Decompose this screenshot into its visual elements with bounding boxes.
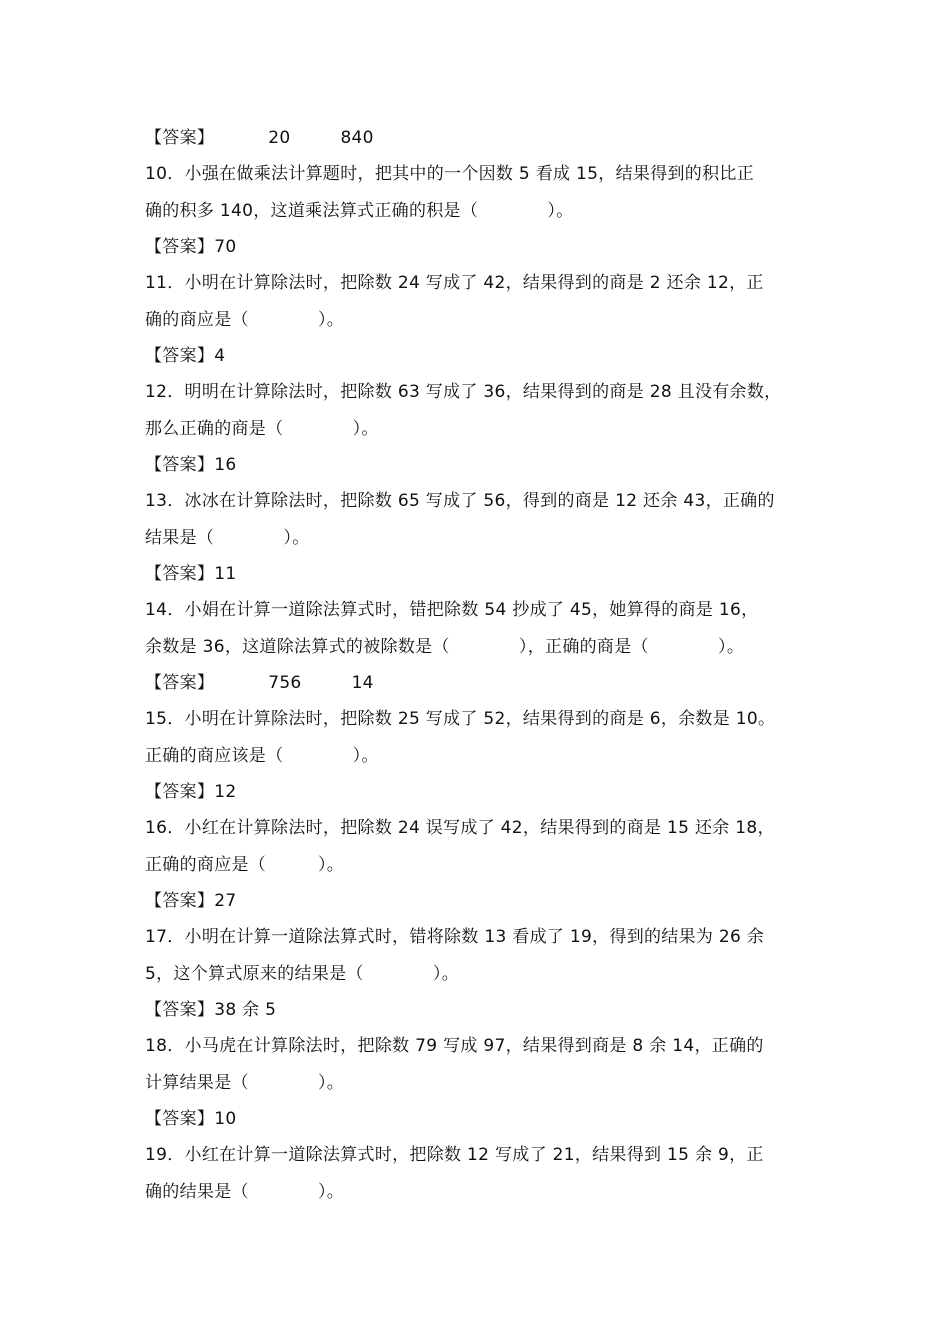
- question-15-line-2: 正确的商应该是（ ）。: [145, 746, 379, 766]
- answer-value: 4: [214, 346, 226, 366]
- question-15-line-1: 15．小明在计算除法时，把除数 25 写成了 52，结果得到的商是 6，余数是 10。: [145, 709, 776, 729]
- answer-value: 840: [340, 128, 374, 148]
- question-11-line-1: 11．小明在计算除法时，把除数 24 写成了 42，结果得到的商是 2 还余 12，正: [145, 273, 764, 293]
- question-10-line-2: 确的积多 140，这道乘法算式正确的积是（ ）。: [145, 201, 574, 221]
- answer-value: 70: [214, 237, 237, 257]
- question-12-line-1: 12．明明在计算除法时，把除数 63 写成了 36，结果得到的商是 28 且没有余数，: [145, 382, 782, 402]
- question-10-line-1: 10．小强在做乘法计算题时，把其中的一个因数 5 看成 15，结果得到的积比正: [145, 164, 754, 184]
- question-18-line-2: 计算结果是（ ）。: [145, 1073, 345, 1093]
- question-16-line-2: 正确的商应是（ ）。: [145, 855, 345, 875]
- answer-label: 【答案】: [145, 346, 215, 366]
- answer-line-9: [145, 124, 830, 152]
- answer-value: 12: [214, 782, 237, 802]
- answer-label: 【答案】: [145, 237, 215, 257]
- answer-label: 【答案】: [145, 673, 215, 693]
- answer-line-18: [145, 1105, 830, 1133]
- answer-value: 16: [214, 455, 237, 475]
- answer-line-14: [145, 669, 830, 697]
- answer-value: 10: [214, 1109, 237, 1129]
- answer-line-12: [145, 451, 830, 479]
- question-14-line-2: 余数是 36，这道除法算式的被除数是（ ），正确的商是（ ）。: [145, 637, 745, 657]
- answer-label: 【答案】: [145, 128, 215, 148]
- answer-line-15: [145, 778, 830, 806]
- answer-line-16: [145, 887, 830, 915]
- question-17-line-2: 5，这个算式原来的结果是（ ）。: [145, 964, 460, 984]
- answer-value: 27: [214, 891, 237, 911]
- question-19-line-2: 确的结果是（ ）。: [145, 1182, 345, 1202]
- answer-label: 【答案】: [145, 1109, 215, 1129]
- answer-line-17: [145, 996, 830, 1024]
- answer-line-10: [145, 233, 830, 261]
- question-11-line-2: 确的商应是（ ）。: [145, 310, 345, 330]
- question-13-line-1: 13．冰冰在计算除法时，把除数 65 写成了 56，得到的商是 12 还余 43，正确的: [145, 491, 775, 511]
- question-12-line-2: 那么正确的商是（ ）。: [145, 419, 379, 439]
- answer-label: 【答案】: [145, 455, 215, 475]
- question-14-line-1: 14．小娟在计算一道除法算式时，错把除数 54 抄成了 45，她算得的商是 16，: [145, 600, 759, 620]
- answer-label: 【答案】: [145, 891, 215, 911]
- answer-line-13: [145, 560, 830, 588]
- question-18-line-1: 18．小马虎在计算除法时，把除数 79 写成 97，结果得到商是 8 余 14，正确的: [145, 1036, 764, 1056]
- question-19-line-1: 19．小红在计算一道除法算式时，把除数 12 写成了 21，结果得到 15 余 9，正: [145, 1145, 764, 1165]
- answer-label: 【答案】: [145, 782, 215, 802]
- question-17-line-1: 17．小明在计算一道除法算式时，错将除数 13 看成了 19，得到的结果为 26 余: [145, 927, 765, 947]
- question-13-line-2: 结果是（ ）。: [145, 528, 310, 548]
- answer-value: 20: [268, 128, 291, 148]
- question-16-line-1: 16．小红在计算除法时，把除数 24 误写成了 42，结果得到的商是 15 还余 18，: [145, 818, 775, 838]
- answer-label: 【答案】: [145, 564, 215, 584]
- answer-line-11: [145, 342, 830, 370]
- answer-value: 11: [214, 564, 237, 584]
- answer-value: 38 余 5: [214, 1000, 277, 1020]
- answer-value: 756: [268, 673, 302, 693]
- answer-value: 14: [351, 673, 374, 693]
- answer-label: 【答案】: [145, 1000, 215, 1020]
